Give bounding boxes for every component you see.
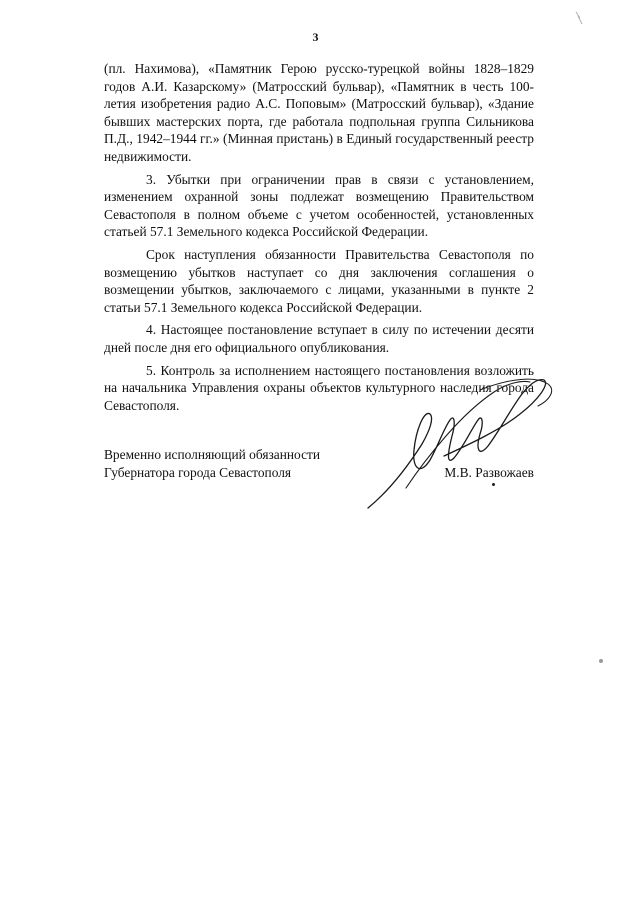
signature-block — [104, 446, 534, 481]
document-body — [104, 60, 534, 414]
signatory-position-line-2: Губернатора города Севастополя — [104, 464, 292, 480]
scan-speck — [599, 659, 603, 663]
corner-mark-icon — [574, 10, 584, 26]
paragraph-3: 3. Убытки при ограничении прав в связи с установлением, изменением охранной зоны подлежат возмещению Правительством Севастополя в полном объеме с учетом особенностей, установленных статьей 57.1 Земельного кодекса Российской Федерации. — [104, 171, 534, 240]
paragraph-4: 4. Настоящее постановление вступает в силу по истечении десяти дней после дня его официального опубликования. — [104, 322, 534, 355]
paragraph-5: 5. Контроль за исполнением настоящего постановления возложить на начальника Управления охраны объектов культурного наследия города Севастополя. — [104, 362, 534, 413]
signatory-position-line-1: Временно исполняющий обязанности — [104, 447, 321, 462]
page-number: 3 — [312, 30, 319, 44]
continuation-paragraph: (пл. Нахимова), «Памятник Герою русско-турецкой войны 1828–1829 годов А.И. Казарскому» (Матросский бульвар), «Памятник в честь 100-летия изобретения радио А.С. Поповым» (Матросский бульвар), «Здание бывших мастерских порта, где работала подпольная группа Сильникова П.Д., 1942–1944 гг.» (Минная пристань) в Единый государственный реестр недвижимости. — [104, 61, 534, 164]
signatory-name: М.В. Развожаев — [444, 464, 534, 480]
signature-dot — [492, 483, 495, 486]
paragraph-3-term: Срок наступления обязанности Правительства Севастополя по возмещению убытков наступает со дня заключения соглашения о возмещении убытков, заключаемого с лицами, указанными в пункте 2 статьи 57.1 Земельного кодекса Российской Федерации. — [104, 246, 534, 315]
